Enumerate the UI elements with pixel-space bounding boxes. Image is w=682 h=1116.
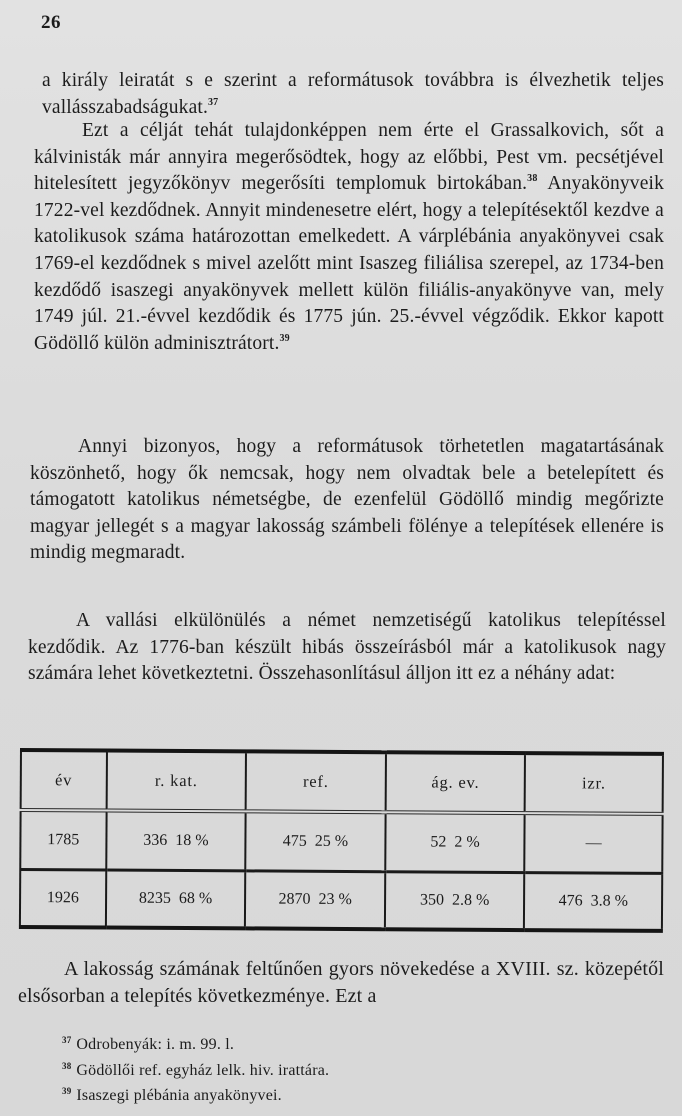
paragraph-1 xyxy=(42,68,664,121)
count: 52 xyxy=(430,833,447,851)
footnote-ref-38[interactable]: 38 xyxy=(527,173,538,185)
footnote-text: Odrobenyák: i. m. 99. l. xyxy=(76,1036,235,1053)
footnote-text: Gödöllői ref. egyház lelk. hiv. irattára. xyxy=(76,1061,330,1079)
cell-roman-catholic xyxy=(106,870,246,928)
paragraph-5 xyxy=(18,956,664,1009)
religion-census-table xyxy=(19,748,664,933)
percent: 3.8 % xyxy=(590,892,628,910)
page-number: 26 xyxy=(41,12,61,33)
header-year: év xyxy=(21,750,107,811)
paragraph-3-text: Annyi bizonyos, hogy a reformátusok törhetetlen magatartásának köszönhető, hogy ők nemcsak, hogy nem olvadtak bele a betelepített és támogatott katolikus németségbe, de ezenfelül Gödöllő mindig megőrizte magyar jellegét s a magyar lakosság számbeli fölénye a telepítések ellenére is mindig megmaradt. xyxy=(30,436,664,564)
cell-lutheran xyxy=(385,872,525,930)
percent: 2 % xyxy=(454,833,480,851)
paragraph-2-text-b: Anyakönyveik 1722-vel kezdődnek. Annyit mindenesetre elért, hogy a telepítésektől kezdve a katolikusok száma határozottan emelkedett. A várplébánia anyakönyvei csak 1769-el kezdődnek s mivel azelőtt mint Isaszeg filiálisa szerepel, az 1734-ben kezdődő isaszegi anyakönyvek mellett külön filiális-anyakönyve van, mely 1749 júl. 21.-évvel kezdődik és 1775 jún. 25.-évvel végződik. Ekkor kapott Gödöllő külön adminisztrátort. xyxy=(34,173,664,354)
percent: 2.8 % xyxy=(451,891,490,909)
percent: 68 % xyxy=(178,889,213,908)
footnote-text: Isaszegi plébánia anyakönyvei. xyxy=(76,1087,282,1104)
table-row xyxy=(20,810,662,873)
footnote-number: 37 xyxy=(62,1035,72,1045)
percent: 23 % xyxy=(318,890,352,909)
dash-empty: — xyxy=(585,834,602,852)
footnote-37 xyxy=(62,1030,329,1056)
footnote-ref-39[interactable]: 39 xyxy=(279,332,290,344)
header-reformed: ref. xyxy=(246,751,386,812)
paragraph-1-text: a király leiratát s e szerint a reformátusok továbbra is élvezhetik teljes vallásszabadságukat. xyxy=(42,70,664,118)
count: 475 xyxy=(282,832,307,850)
cell-year: 1785 xyxy=(20,810,106,870)
percent: 18 % xyxy=(175,831,209,850)
header-lutheran: ág. ev. xyxy=(385,752,525,813)
paragraph-4-text: A vallási elkülönülés a német nemzetiségű katolikus telepítéssel kezdődik. Az 1776-ban készült hibás összeírásból már a katolikusok nagy számára lehet következtetni. Összehasonlításul álljon itt ez a néhány adat: xyxy=(28,610,666,685)
count: 336 xyxy=(143,831,168,849)
footnote-39 xyxy=(62,1081,329,1107)
count: 350 xyxy=(419,891,445,909)
table-header-row xyxy=(21,750,663,814)
cell-lutheran xyxy=(385,812,525,872)
cell-year: 1926 xyxy=(20,870,106,928)
header-jewish: izr. xyxy=(525,753,663,814)
cell-jewish xyxy=(525,813,663,873)
footnotes xyxy=(62,1030,329,1107)
paragraph-2-text-a: Ezt a célját tehát tulajdonképpen nem érte el Grassalkovich, sőt a kálvinisták már annyira megerősödtek, hogy az előbbi, Pest vm. pecsétjével hitelesített jegyzőkönyv megerősíti templomuk birtokában. xyxy=(34,120,664,195)
paragraph-2 xyxy=(34,118,664,357)
footnote-ref-37[interactable]: 37 xyxy=(207,96,219,108)
cell-jewish xyxy=(524,873,662,931)
table-row xyxy=(20,870,662,931)
footnote-38 xyxy=(62,1056,329,1082)
header-roman-catholic: r. kat. xyxy=(106,751,246,812)
paragraph-5-text: A lakosság számának feltűnően gyors növekedése a XVIII. sz. közepétől elsősorban a telepítés következménye. Ezt a xyxy=(18,958,664,1007)
paragraph-3 xyxy=(30,434,664,567)
percent: 25 % xyxy=(314,832,349,851)
footnote-number: 38 xyxy=(62,1060,72,1071)
count: 2870 xyxy=(278,890,311,908)
cell-reformed xyxy=(245,871,385,929)
count: 8235 xyxy=(138,889,171,907)
cell-roman-catholic xyxy=(106,811,246,871)
footnote-number: 39 xyxy=(62,1086,72,1096)
count: 476 xyxy=(558,892,583,910)
paragraph-4 xyxy=(28,608,666,688)
cell-reformed xyxy=(246,811,386,871)
